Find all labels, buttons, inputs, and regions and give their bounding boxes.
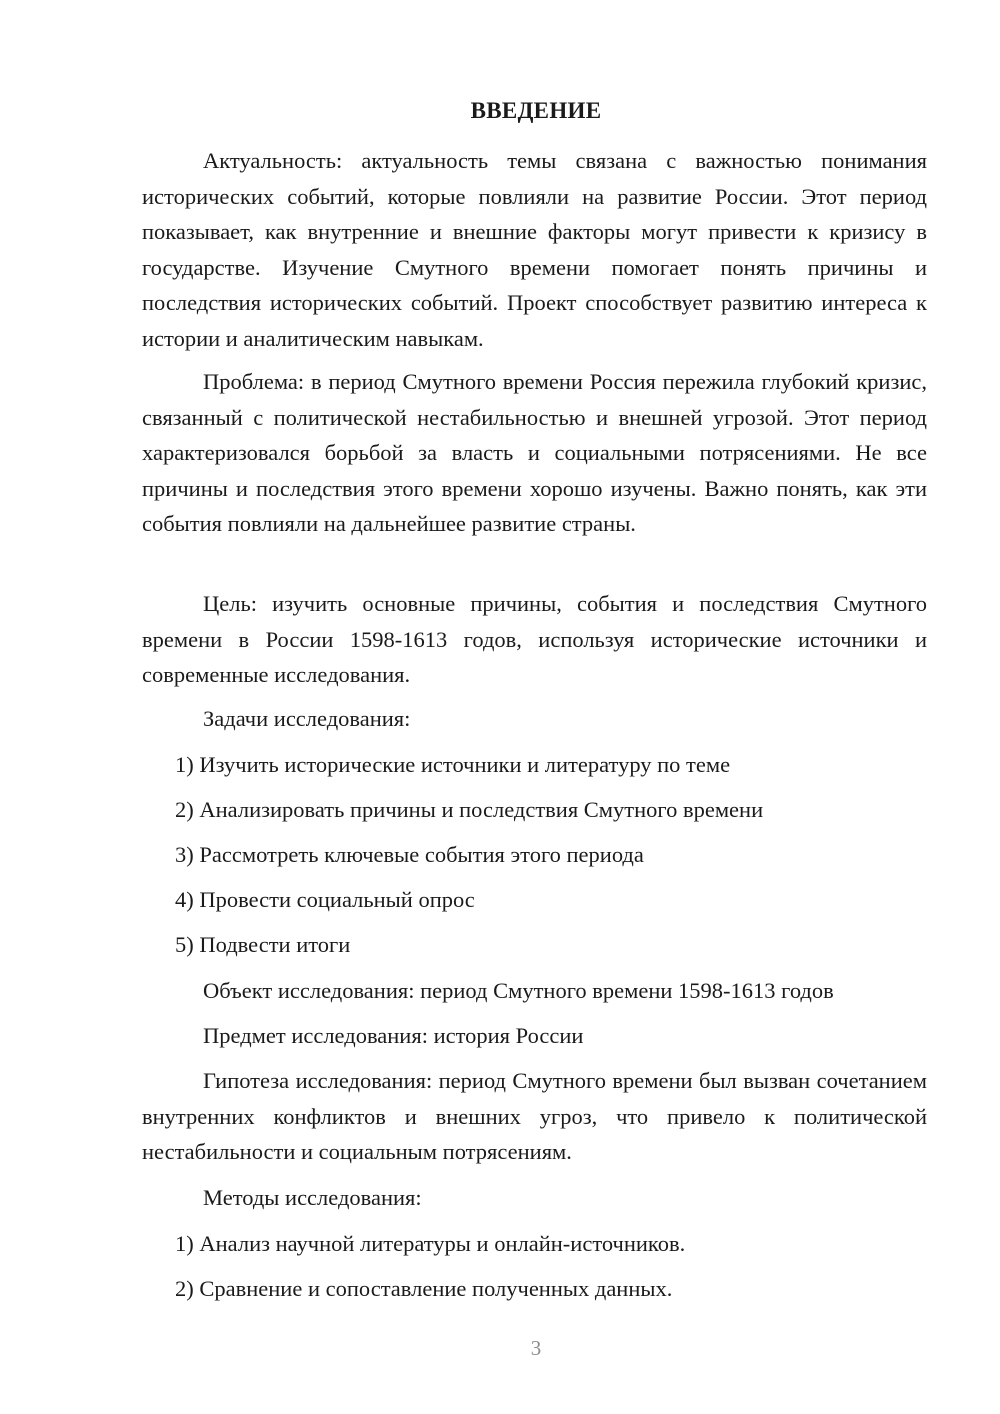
object-line [142, 976, 927, 1006]
subject-text: Предмет исследования: история России [203, 1023, 584, 1048]
hypothesis-text: Гипотеза исследования: период Смутного времени был вызван сочетанием внутренних конфликтов и внешних угроз, что привело к политической нестабильности и социальным потрясениям. [142, 1068, 927, 1164]
task-item-text: 3) Рассмотреть ключевые события этого периода [175, 842, 644, 867]
task-item-text: 4) Провести социальный опрос [175, 887, 475, 912]
page-title: ВВЕДЕНИЕ [470, 98, 602, 123]
page-number: 3 [530, 1336, 542, 1360]
problem-paragraph [142, 364, 927, 542]
relevance-paragraph [142, 143, 927, 356]
goal-paragraph [142, 586, 927, 693]
object-text: Объект исследования: период Смутного времени 1598-1613 годов [203, 978, 834, 1003]
method-item-text: 1) Анализ научной литературы и онлайн-источников. [175, 1231, 686, 1256]
hypothesis-paragraph [142, 1063, 927, 1170]
problem-text: Проблема: в период Смутного времени Россия пережила глубокий кризис, связанный с политической нестабильностью и внешней угрозой. Этот период характеризовался борьбой за власть и социальными потрясениями. Не все причины и последствия этого времени хорошо изучены. Важно понять, как эти события повлияли на дальнейшее развитие страны. [142, 369, 927, 536]
task-item-text: 1) Изучить исторические источники и литературу по теме [175, 752, 731, 777]
task-item [142, 795, 927, 825]
task-item [142, 750, 927, 780]
method-item [142, 1274, 927, 1304]
tasks-heading: Задачи исследования: [203, 706, 411, 731]
subject-line [142, 1021, 927, 1051]
tasks-heading-block [142, 704, 927, 734]
task-item-text: 2) Анализировать причины и последствия Смутного времени [175, 797, 764, 822]
method-item-text: 2) Сравнение и сопоставление полученных данных. [175, 1276, 673, 1301]
relevance-text: Актуальность: актуальность темы связана с важностью понимания исторических событий, которые повлияли на развитие России. Этот период показывает, как внутренние и внешние факторы могут привести к кризису в государстве. Изучение Смутного времени помогает понять причины и последствия исторических событий. Проект способствует развитию интереса к истории и аналитическим навыкам. [142, 148, 927, 351]
methods-heading: Методы исследования: [203, 1185, 422, 1210]
methods-heading-block [142, 1183, 927, 1213]
task-item [142, 885, 927, 915]
task-item-text: 5) Подвести итоги [175, 932, 351, 957]
goal-text: Цель: изучить основные причины, события и последствия Смутного времени в России 1598-1613 годов, используя исторические источники и современные исследования. [142, 591, 927, 687]
task-item [142, 930, 927, 960]
method-item [142, 1229, 927, 1259]
task-item [142, 840, 927, 870]
